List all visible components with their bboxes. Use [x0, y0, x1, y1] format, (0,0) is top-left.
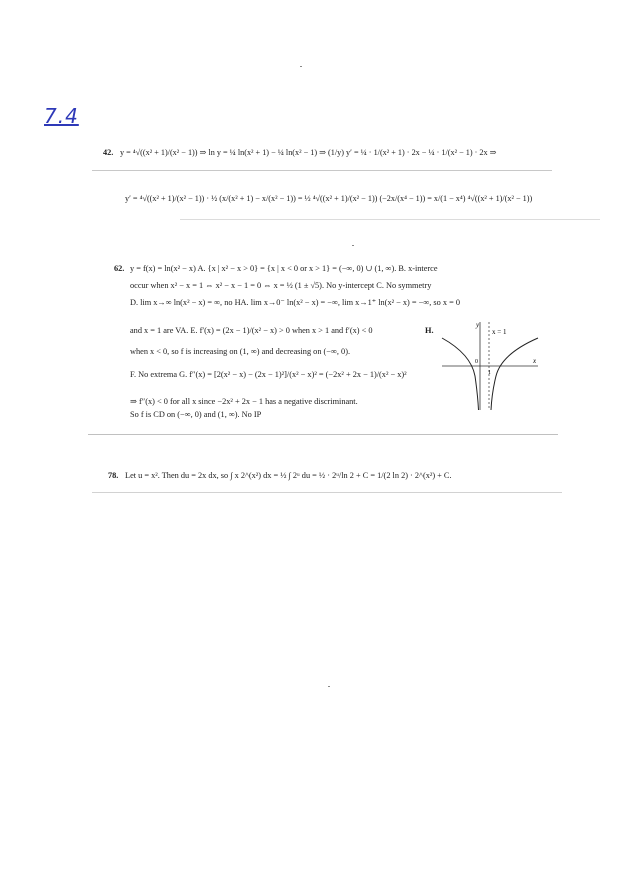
- problem-78-line: Let u = x². Then du = 2x dx, so ∫ x 2^(x²) dx = ½ ∫ 2ᵘ du = ½ · 2ᵘ/ln 2 + C = 1/(2 ln 2) · 2^(x²) + C.: [125, 471, 452, 480]
- scan-rule: [180, 219, 600, 220]
- problem-62-line-3: D. lim x→∞ ln(x² − x) = ∞, no HA. lim x→0⁻ ln(x² − x) = −∞, lim x→1⁺ ln(x² − x) = −∞, so x = 0: [130, 298, 460, 307]
- scan-speck: [352, 245, 354, 246]
- graph-origin-label: 0: [475, 359, 478, 365]
- problem-62-graph: [440, 318, 540, 413]
- problem-42-number: 42.: [103, 148, 114, 157]
- problem-78-number: 78.: [108, 471, 119, 480]
- problem-62-line-1: y = f(x) = ln(x² − x) A. {x | x² − x > 0} = {x | x < 0 or x > 1} = (−∞, 0) ∪ (1, ∞). B. x-interce: [130, 264, 438, 273]
- scan-rule: [92, 492, 562, 493]
- scan-rule: [88, 434, 558, 435]
- problem-62-line-7: ⇒ f″(x) < 0 for all x since −2x² + 2x − 1 has a negative discriminant.: [130, 397, 358, 406]
- problem-62-line-8: So f is CD on (−∞, 0) and (1, ∞). No IP: [130, 410, 262, 419]
- problem-62-line-5: when x < 0, so f is increasing on (1, ∞) and decreasing on (−∞, 0).: [130, 347, 351, 356]
- problem-62-line-4: and x = 1 are VA. E. f′(x) = (2x − 1)/(x² − x) > 0 when x > 1 and f′(x) < 0: [130, 326, 373, 335]
- problem-62-line-6: F. No extrema G. f″(x) = [2(x² − x) − (2x − 1)²]/(x² − x)² = (−2x² + 2x − 1)/(x² − x)²: [130, 370, 407, 379]
- scan-rule: [92, 170, 552, 171]
- problem-62-number: 62.: [114, 264, 125, 273]
- curve-left-branch: [442, 338, 479, 410]
- curve-right-branch: [491, 338, 538, 410]
- graph-axis-x-label: x: [533, 357, 537, 365]
- graph-tick-label: 1: [488, 370, 491, 376]
- problem-62-line-2: occur when x² − x = 1 ⇔ x² − x − 1 = 0 ⇔ x = ½ (1 ± √5). No y-intercept C. No symmetry: [130, 281, 432, 290]
- problem-42-line-2: y′ = ⁴√((x² + 1)/(x² − 1)) · ½ (x/(x² + 1) − x/(x² − 1)) = ½ ⁴√((x² + 1)/(x² − 1)) (−2x/(x⁴ − 1)) = x/(1 − x⁴) ⁴√((x² + 1)/(x² − 1)): [125, 194, 533, 203]
- handwritten-section-note: 7.4: [44, 104, 79, 128]
- problem-42-line-1: y = ⁴√((x² + 1)/(x² − 1)) ⇒ ln y = ¼ ln(x² + 1) − ¼ ln(x² − 1) ⇒ (1/y) y′ = ¼ · 1/(x² + 1) · 2x − ¼ · 1/(x² − 1) · 2x ⇒: [120, 148, 497, 157]
- scan-speck: [328, 686, 330, 687]
- scan-speck: [300, 66, 302, 67]
- graph-label-h: H.: [425, 326, 434, 335]
- graph-axis-y-label: y: [476, 321, 480, 329]
- graph-asymptote-label: x = 1: [492, 328, 507, 336]
- graph-axes: [442, 322, 538, 410]
